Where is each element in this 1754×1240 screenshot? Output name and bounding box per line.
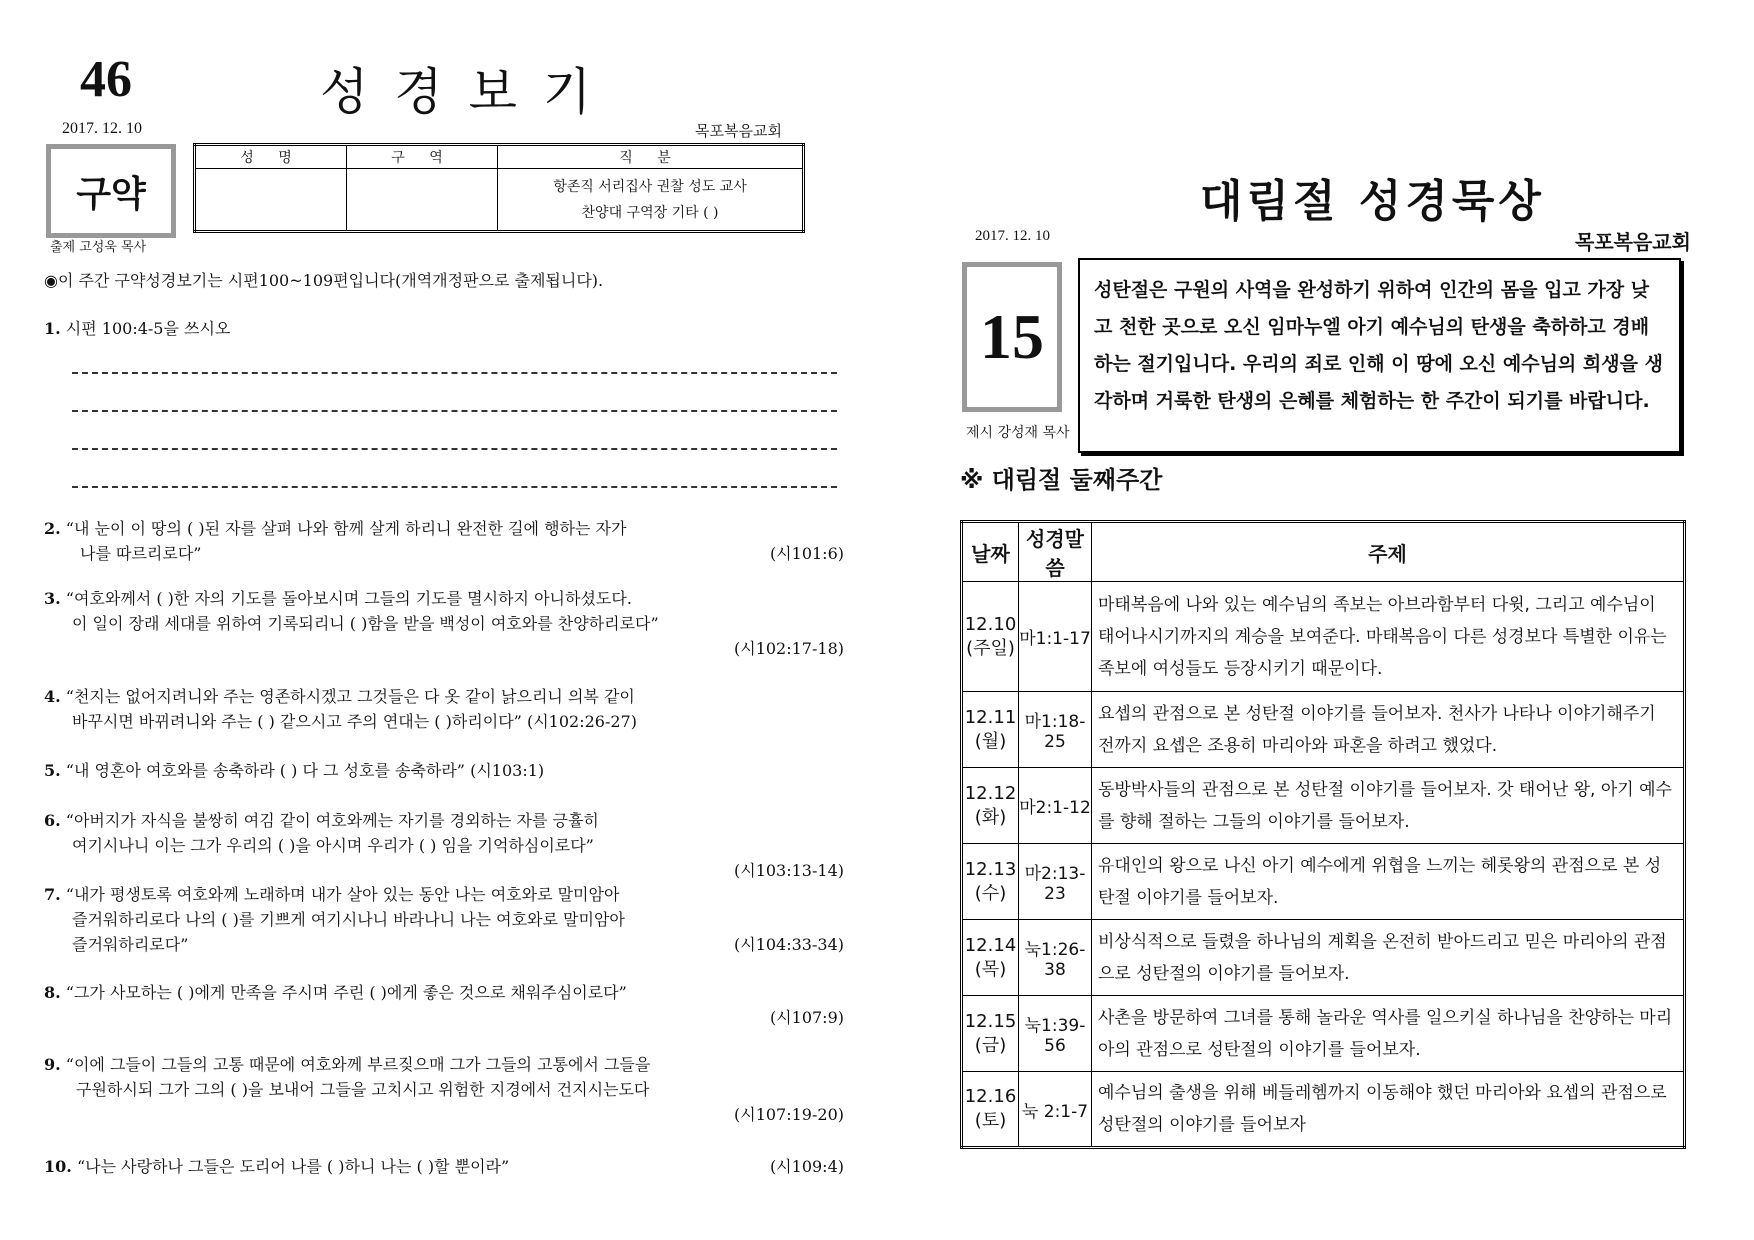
question-number: 3. <box>44 589 61 608</box>
date-header: 날짜 <box>962 522 1019 582</box>
question-text: “여호와께서 ( )한 자의 기도를 돌아보시며 그들의 기도를 멸시하지 아니하셨도다. <box>65 589 632 608</box>
schedule-table <box>960 520 1686 1149</box>
row-topic: 사촌을 방문하여 그녀를 통해 놀라운 역사를 일으키실 하나님을 찬양하는 마리아의 관점으로 성탄절의 이야기를 들어보자. <box>1092 996 1685 1072</box>
district-header: 구 역 <box>347 145 498 169</box>
verse-reference: (시101:6) <box>769 544 844 563</box>
row-topic: 마태복음에 나와 있는 예수님의 족보는 아브라함부터 다윗, 그리고 예수님이 태어나시기까지의 계승을 보여준다. 마태복음이 다른 성경보다 특별한 이유는 족보에 여성들도 등장시키기 때문이다. <box>1092 582 1685 692</box>
table-row <box>962 768 1685 844</box>
question-number: 2. <box>44 519 61 538</box>
question-text: “그가 사모하는 ( )에게 만족을 주시며 주린 ( )에게 좋은 것으로 채워주심이로다” <box>65 983 627 1002</box>
verse-header: 성경말씀 <box>1019 522 1092 582</box>
table-row <box>962 920 1685 996</box>
row-date: 12.14 <box>964 934 1017 956</box>
row-day: (화) <box>974 806 1007 828</box>
row-verse: 마1:1-17 <box>1019 582 1092 692</box>
verse-reference: (시104:33-34) <box>734 935 844 954</box>
question-7 <box>44 882 844 957</box>
question-text: “내 영혼아 여호와를 송축하라 ( ) 다 그 성호를 송축하라” (시103:1) <box>65 761 545 780</box>
devotion-church: 목포복음교회 <box>1575 230 1691 254</box>
info-table <box>193 143 805 233</box>
verse-reference: (시107:9) <box>769 1008 844 1027</box>
topic-header: 주제 <box>1092 522 1685 582</box>
verse-reference: (시107:19-20) <box>734 1105 844 1124</box>
question-number: 6. <box>44 811 61 830</box>
question-9 <box>44 1052 844 1127</box>
week-label: ※ 대림절 둘째주간 <box>960 466 1163 494</box>
question-text: 시편 100:4-5을 쓰시오 <box>65 319 231 338</box>
question-text: 구원하시되 그가 그의 ( )을 보내어 그들을 고치시고 위험한 지경에서 건지시는도다 <box>76 1080 650 1099</box>
question-text: “이에 그들이 그들의 고통 때문에 여호와께 부르짖으매 그가 그들의 고통에서 그들을 <box>65 1055 651 1074</box>
row-verse: 눅1:26-38 <box>1019 920 1092 996</box>
row-topic: 예수님의 출생을 위해 베들레헴까지 이동해야 했던 마리아와 요셉의 관점으로 성탄절의 이야기를 들어보자 <box>1092 1072 1685 1148</box>
position-header: 직 분 <box>498 145 804 169</box>
row-day: (월) <box>974 730 1007 752</box>
devotion-title: 대림절 성경묵상 <box>1200 176 1545 227</box>
verse-reference: (시103:13-14) <box>734 861 844 880</box>
question-text: 바꾸시면 바뀌려니와 주는 ( ) 같으시고 주의 연대는 ( )하리이다” (시102:26-27) <box>72 712 637 731</box>
page-title: 성경보기 <box>320 63 618 121</box>
position-options-line-2: 찬양대 구역장 기타 ( ) <box>581 204 719 221</box>
row-verse: 마2:1-12 <box>1019 768 1092 844</box>
row-date: 12.10 <box>964 613 1017 635</box>
section-badge: 구약 <box>46 144 176 238</box>
question-number: 5. <box>44 761 61 780</box>
verse-reference: (시102:17-18) <box>734 639 844 658</box>
name-header: 성 명 <box>195 145 347 169</box>
question-number: 7. <box>44 885 61 904</box>
question-1 <box>44 316 844 341</box>
question-text: “아버지가 자식을 불쌍히 여김 같이 여호와께는 자기를 경외하는 자를 긍휼히 <box>65 811 599 830</box>
table-row <box>962 844 1685 920</box>
position-options-line-1: 항존직 서리집사 권찰 성도 교사 <box>553 178 747 195</box>
row-day: (토) <box>974 1110 1007 1131</box>
advent-intro-box: 성탄절은 구원의 사역을 완성하기 위하여 인간의 몸을 입고 가장 낮고 천한 곳으로 오신 임마누엘 아기 예수님의 탄생을 축하하고 경배하는 절기입니다. 우리의 죄로 인해 이 땅에 오신 예수님의 희생을 생각하며 거룩한 탄생의 은혜를 체험하는 한 주간이 되기를 바랍니다. <box>1078 258 1681 453</box>
question-number: 1. <box>44 319 61 338</box>
row-day: (주일) <box>966 637 1015 659</box>
row-verse: 눅1:39-56 <box>1019 996 1092 1072</box>
table-row <box>962 1072 1685 1148</box>
answer-line[interactable] <box>72 410 837 412</box>
answer-line[interactable] <box>72 448 837 450</box>
row-topic: 비상식적으로 들렸을 하나님의 계획을 온전히 받아드리고 믿은 마리아의 관점으로 성탄절의 이야기를 들어보자. <box>1092 920 1685 996</box>
question-6 <box>44 808 844 883</box>
question-3 <box>44 586 844 661</box>
question-10 <box>44 1154 844 1179</box>
row-topic: 요셉의 관점으로 본 성탄절 이야기를 들어보자. 천사가 나타나 이야기해주기 전까지 요셉은 조용히 마리아와 파혼을 하려고 했었다. <box>1092 692 1685 768</box>
row-topic: 유대인의 왕으로 나신 아기 예수에게 위협을 느끼는 헤롯왕의 관점으로 본 성탄절 이야기를 들어보자. <box>1092 844 1685 920</box>
answer-line[interactable] <box>72 372 837 374</box>
table-row <box>962 996 1685 1072</box>
row-verse: 마1:18-25 <box>1019 692 1092 768</box>
row-date: 12.13 <box>964 858 1017 880</box>
question-text: 즐거워하리로다” <box>72 935 189 954</box>
author-credit: 출제 고성욱 목사 <box>50 240 147 255</box>
row-topic: 동방박사들의 관점으로 본 성탄절 이야기를 들어보자. 갓 태어난 왕, 아기 예수를 향해 절하는 그들의 이야기를 들어보자. <box>1092 768 1685 844</box>
question-number: 4. <box>44 687 61 706</box>
answer-line[interactable] <box>72 486 837 488</box>
row-verse: 눅 2:1-7 <box>1019 1072 1092 1148</box>
row-verse: 마2:13-23 <box>1019 844 1092 920</box>
question-text: “나는 사랑하나 그들은 도리어 나를 ( )하니 나는 ( )할 뿐이라” <box>76 1157 510 1176</box>
question-text: “천지는 없어지려니와 주는 영존하시겠고 그것들은 다 옷 같이 낡으리니 의복 같이 <box>65 687 635 706</box>
table-row <box>962 582 1685 692</box>
question-text: 이 일이 장래 세대를 위하여 기록되리니 ( )함을 받을 백성이 여호와를 찬양하리로다” <box>72 614 659 633</box>
question-number: 8. <box>44 983 61 1002</box>
question-text: “내 눈이 이 땅의 ( )된 자를 살펴 나와 함께 살게 하리니 완전한 길에 행하는 자가 <box>65 519 627 538</box>
question-4 <box>44 684 844 734</box>
issue-number: 46 <box>80 51 132 108</box>
question-number: 10. <box>44 1157 72 1176</box>
row-day: (수) <box>974 882 1007 904</box>
question-5 <box>44 758 844 783</box>
row-date: 12.15 <box>964 1010 1017 1032</box>
question-text: 여기시나니 이는 그가 우리의 ( )을 아시며 우리가 ( ) 임을 기억하심이로다” <box>72 836 594 855</box>
row-day: (목) <box>974 958 1007 980</box>
row-date: 12.12 <box>964 782 1017 804</box>
question-text: 나를 따르리로다” <box>80 544 202 563</box>
week-number-badge: 15 <box>962 262 1062 412</box>
district-field[interactable] <box>347 169 498 232</box>
row-date: 12.16 <box>964 1086 1017 1107</box>
church-name: 목포복음교회 <box>695 122 782 140</box>
intro-text: ◉이 주간 구약성경보기는 시편100~109편입니다(개역개정판으로 출제됩니다). <box>44 271 604 290</box>
position-options[interactable] <box>498 169 804 232</box>
devotion-author: 제시 강성재 목사 <box>966 425 1070 441</box>
question-8 <box>44 980 844 1030</box>
name-field[interactable] <box>195 169 347 232</box>
row-day: (금) <box>974 1034 1007 1056</box>
devotion-date: 2017. 12. 10 <box>975 228 1050 244</box>
question-number: 9. <box>44 1055 61 1074</box>
question-2 <box>44 516 844 566</box>
question-text: “내가 평생토록 여호와께 노래하며 내가 살아 있는 동안 나는 여호와로 말미암아 <box>65 885 620 904</box>
issue-date: 2017. 12. 10 <box>62 120 142 137</box>
question-text: 즐거워하리로다 나의 ( )를 기쁘게 여기시나니 바라나니 나는 여호와로 말미암아 <box>72 910 625 929</box>
row-date: 12.11 <box>964 706 1017 728</box>
table-row <box>962 692 1685 768</box>
verse-reference: (시109:4) <box>769 1157 844 1176</box>
